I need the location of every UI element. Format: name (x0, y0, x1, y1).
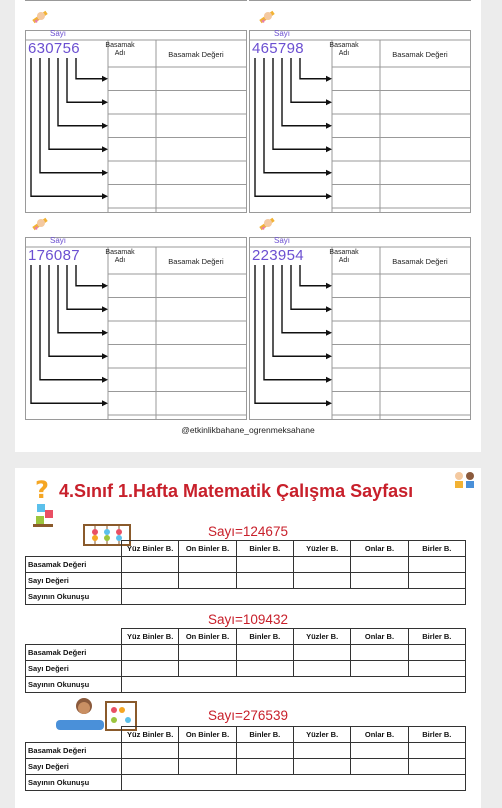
arrow-head-icon (326, 193, 332, 199)
answer-cell[interactable] (179, 557, 236, 573)
answer-cell[interactable] (293, 759, 350, 775)
number-value: 176087 (28, 247, 80, 264)
table-header-row (26, 541, 466, 557)
answer-cell[interactable] (122, 661, 179, 677)
author-watermark: @etkinlikbahane_ogrenmeksahane (181, 425, 315, 435)
digit-arrow (76, 265, 104, 286)
top-edge-line (25, 0, 247, 1)
arrow-head-icon (102, 146, 108, 152)
column-header: Yüzler B. (293, 727, 350, 743)
number-label: Sayı (274, 29, 291, 38)
answer-cell[interactable] (236, 743, 293, 759)
answer-cell[interactable] (236, 759, 293, 775)
answer-cell[interactable] (351, 759, 408, 775)
column-header: Yüzler B. (293, 629, 350, 645)
row-label: Sayının Okunuşu (26, 677, 122, 693)
number-label: Sayı (50, 236, 67, 245)
arrow-head-icon (326, 377, 332, 383)
digit-arrow (76, 58, 104, 79)
worksheet-number-title: Sayı=124675 (208, 524, 288, 539)
place-value-card (25, 30, 247, 213)
dice-question-icon (31, 476, 57, 528)
number-value: 465798 (252, 40, 304, 57)
digit-arrow (282, 265, 328, 333)
digit-arrow (58, 265, 104, 333)
place-value-table (25, 540, 466, 605)
place-value-card (249, 237, 471, 420)
arrow-head-icon (326, 170, 332, 176)
answer-cell[interactable] (179, 661, 236, 677)
place-value-card (249, 30, 471, 213)
answer-cell[interactable] (351, 557, 408, 573)
column-header: Yüz Binler B. (122, 629, 179, 645)
place-value-header: Basamak Değeri (168, 50, 224, 59)
answer-cell[interactable] (179, 573, 236, 589)
arrow-head-icon (102, 170, 108, 176)
place-name-header: Basamak Adı (329, 42, 359, 57)
answer-cell[interactable] (122, 759, 179, 775)
pencil-mascot-icon (29, 213, 51, 235)
number-value: 223954 (252, 247, 304, 264)
worksheet-number-title: Sayı=109432 (208, 612, 288, 627)
answer-cell[interactable] (179, 743, 236, 759)
arrow-head-icon (102, 400, 108, 406)
kids-reading-icon (453, 470, 477, 490)
table-row (26, 743, 466, 759)
arrow-head-icon (102, 353, 108, 359)
answer-cell[interactable] (179, 759, 236, 775)
worksheet-page-2 (15, 468, 481, 808)
digit-arrow (300, 265, 328, 286)
answer-cell[interactable] (293, 661, 350, 677)
arrow-head-icon (102, 123, 108, 129)
column-header: Binler B. (236, 541, 293, 557)
digit-arrow (291, 58, 328, 102)
answer-cell[interactable] (351, 645, 408, 661)
place-value-header: Basamak Değeri (392, 257, 448, 266)
row-label: Basamak Değeri (26, 743, 122, 759)
column-header: Binler B. (236, 629, 293, 645)
answer-cell[interactable] (293, 573, 350, 589)
table-row (26, 557, 466, 573)
answer-cell[interactable] (236, 645, 293, 661)
row-label: Sayının Okunuşu (26, 775, 122, 791)
row-label: Sayı Değeri (26, 759, 122, 775)
arrow-head-icon (326, 400, 332, 406)
column-header: Yüz Binler B. (122, 727, 179, 743)
arrow-head-icon (102, 283, 108, 289)
table-row (26, 759, 466, 775)
worksheet-number-title: Sayı=276539 (208, 708, 288, 723)
answer-cell[interactable] (122, 557, 179, 573)
row-label: Sayı Değeri (26, 661, 122, 677)
arrow-head-icon (102, 76, 108, 82)
table-header-row (26, 727, 466, 743)
digit-arrow (67, 265, 104, 309)
column-header: On Binler B. (179, 541, 236, 557)
answer-cell[interactable] (122, 645, 179, 661)
arrow-head-icon (326, 283, 332, 289)
arrow-head-icon (326, 330, 332, 336)
place-value-header: Basamak Değeri (392, 50, 448, 59)
row-label: Basamak Değeri (26, 557, 122, 573)
place-value-table (25, 628, 466, 693)
answer-cell[interactable] (179, 645, 236, 661)
arrow-head-icon (102, 306, 108, 312)
answer-cell[interactable] (293, 743, 350, 759)
place-name-header: Basamak Adı (105, 42, 135, 57)
answer-cell[interactable] (351, 573, 408, 589)
answer-cell[interactable] (236, 557, 293, 573)
reading-answer-cell[interactable] (122, 589, 466, 605)
table-row (26, 661, 466, 677)
arrow-head-icon (102, 330, 108, 336)
place-value-card (25, 237, 247, 420)
answer-cell[interactable] (351, 661, 408, 677)
digit-arrow (291, 265, 328, 309)
column-header: Onlar B. (351, 629, 408, 645)
arrow-head-icon (102, 99, 108, 105)
arrow-head-icon (326, 76, 332, 82)
answer-cell[interactable] (122, 743, 179, 759)
answer-cell[interactable] (236, 573, 293, 589)
arrow-head-icon (326, 306, 332, 312)
column-header: On Binler B. (179, 727, 236, 743)
table-row (26, 775, 466, 791)
column-header: Binler B. (236, 727, 293, 743)
reading-answer-cell[interactable] (122, 775, 466, 791)
answer-cell[interactable] (408, 557, 465, 573)
place-value-header: Basamak Değeri (168, 257, 224, 266)
column-header: Birler B. (408, 727, 465, 743)
row-label: Sayı Değeri (26, 573, 122, 589)
answer-cell[interactable] (293, 557, 350, 573)
reading-answer-cell[interactable] (122, 677, 466, 693)
arrow-head-icon (326, 353, 332, 359)
column-header: On Binler B. (179, 629, 236, 645)
table-row (26, 645, 466, 661)
column-header: Onlar B. (351, 541, 408, 557)
arrow-head-icon (326, 146, 332, 152)
digit-arrow (67, 58, 104, 102)
pencil-mascot-icon (29, 6, 51, 28)
place-value-table (25, 726, 466, 791)
column-header: Onlar B. (351, 727, 408, 743)
top-edge-line (249, 0, 471, 1)
arrow-head-icon (102, 377, 108, 383)
pencil-mascot-icon (256, 213, 278, 235)
number-value: 630756 (28, 40, 80, 57)
pencil-mascot-icon (256, 6, 278, 28)
arrow-head-icon (326, 99, 332, 105)
answer-cell[interactable] (408, 661, 465, 677)
place-name-header: Basamak Adı (329, 249, 359, 264)
column-header: Yüz Binler B. (122, 541, 179, 557)
svg-text:?: ? (35, 476, 49, 504)
digit-arrow (300, 58, 328, 79)
number-label: Sayı (50, 29, 67, 38)
answer-cell[interactable] (408, 743, 465, 759)
answer-cell[interactable] (122, 573, 179, 589)
digit-arrow (282, 58, 328, 126)
digit-arrow (58, 58, 104, 126)
table-row (26, 589, 466, 605)
page-title: 4.Sınıf 1.Hafta Matematik Çalışma Sayfası (59, 481, 414, 501)
row-label: Basamak Değeri (26, 645, 122, 661)
table-row (26, 573, 466, 589)
answer-cell[interactable] (236, 661, 293, 677)
column-header: Birler B. (408, 629, 465, 645)
arrow-head-icon (102, 193, 108, 199)
answer-cell[interactable] (351, 743, 408, 759)
column-header: Birler B. (408, 541, 465, 557)
answer-cell[interactable] (408, 573, 465, 589)
place-name-header: Basamak Adı (105, 249, 135, 264)
number-label: Sayı (274, 236, 291, 245)
answer-cell[interactable] (293, 645, 350, 661)
row-label: Sayının Okunuşu (26, 589, 122, 605)
arrow-head-icon (326, 123, 332, 129)
table-row (26, 677, 466, 693)
answer-cell[interactable] (408, 759, 465, 775)
answer-cell[interactable] (408, 645, 465, 661)
table-header-row (26, 629, 466, 645)
worksheet-page-1 (15, 0, 481, 452)
column-header: Yüzler B. (293, 541, 350, 557)
